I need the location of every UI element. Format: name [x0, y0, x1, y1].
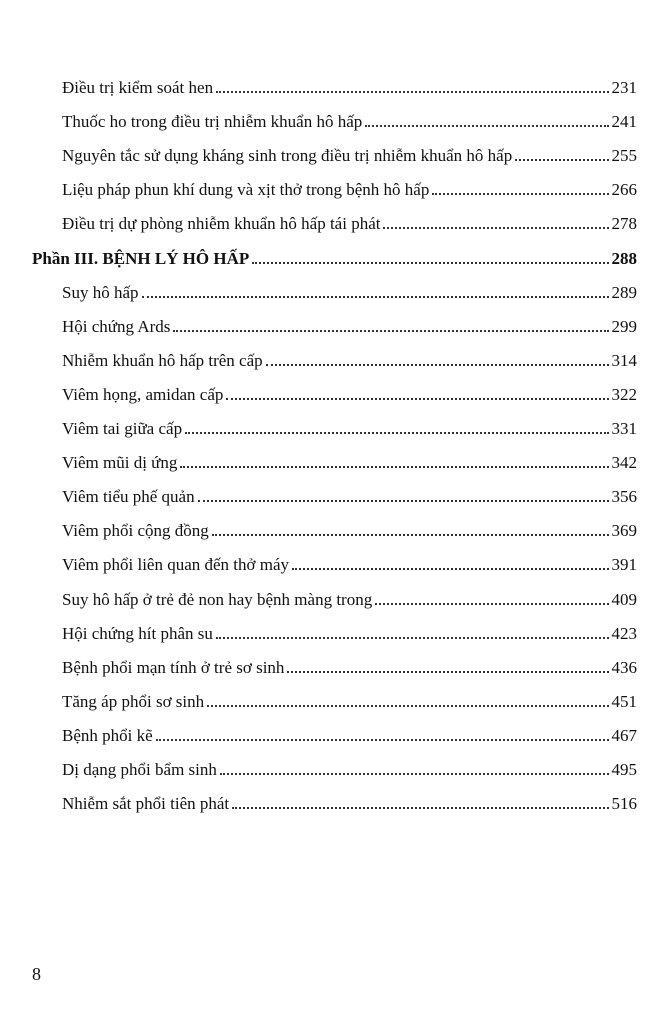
toc-entry-page: 231 [611, 78, 637, 97]
toc-entry-title: Suy hô hấp [62, 282, 139, 302]
toc-entry-page: 299 [611, 316, 637, 336]
toc-entry-title: Nhiễm khuẩn hô hấp trên cấp [62, 350, 263, 370]
toc-entry [62, 409, 637, 439]
dot-leader [252, 262, 608, 264]
toc-entry-page: 467 [611, 725, 637, 745]
toc-entry-page: 391 [611, 555, 637, 575]
dot-leader [156, 739, 609, 741]
toc-entry [62, 750, 637, 780]
toc-entry-title: Viêm họng, amidan cấp [62, 384, 224, 404]
toc-section-heading [32, 239, 637, 269]
toc-entry-page: 495 [611, 760, 637, 779]
toc-entry-title: Liệu pháp phun khí dung và xịt thở trong bệnh hô hấp [62, 180, 430, 200]
toc-entry-title: Dị dạng phổi bẩm sinh [62, 760, 217, 779]
toc-entry-page: 423 [611, 623, 637, 643]
dot-leader [375, 603, 608, 605]
toc-entry [62, 443, 637, 473]
toc-entry [62, 375, 637, 405]
toc-entry [62, 170, 637, 200]
toc-entry-page: 255 [611, 146, 637, 166]
dot-leader [287, 671, 608, 673]
toc-entry-page: 241 [611, 112, 637, 132]
dot-leader [432, 193, 608, 195]
dot-leader [173, 330, 608, 332]
dot-leader [515, 159, 608, 161]
toc-entry-title: Thuốc ho trong điều trị nhiễm khuẩn hô hấp [62, 112, 363, 132]
dot-leader [216, 637, 609, 639]
dot-leader [226, 398, 608, 400]
toc-entry-title: Viêm phổi liên quan đến thở máy [62, 555, 290, 575]
toc-entry [62, 307, 637, 337]
dot-leader [216, 91, 608, 93]
toc-entry [62, 784, 637, 814]
toc-entry-title: Hội chứng hít phân su [62, 623, 213, 643]
toc-entry-page: 516 [611, 794, 637, 814]
dot-leader [142, 296, 609, 298]
toc-entry [62, 716, 637, 746]
toc-entry-page: 266 [611, 180, 637, 200]
dot-leader [180, 466, 608, 468]
toc-entry-title: Phần III. BỆNH LÝ HÔ HẤP [32, 248, 250, 268]
toc-entry-title: Viêm phổi cộng đồng [62, 521, 209, 541]
toc-entry [62, 511, 637, 541]
toc-entry-title: Bệnh phổi mạn tính ở trẻ sơ sinh [62, 657, 285, 677]
toc-entry [62, 341, 637, 371]
toc-entry-title: Viêm tiểu phế quản [62, 487, 195, 507]
toc-entry-page: 451 [611, 691, 637, 711]
toc-entry [62, 273, 637, 303]
toc-entry-title: Bệnh phổi kẽ [62, 725, 153, 745]
toc-entry-title: Điều trị kiểm soát hen [62, 78, 214, 97]
toc-entry [62, 580, 637, 610]
dot-leader [198, 500, 609, 502]
toc-entry-title: Điều trị dự phòng nhiễm khuẩn hô hấp tái phát [62, 214, 381, 234]
toc-entry [62, 648, 637, 678]
toc-entry-page: 409 [611, 589, 637, 609]
toc-entry-title: Tăng áp phổi sơ sinh [62, 691, 205, 711]
toc-entry [62, 682, 637, 712]
toc-entry-title: Viêm mũi dị ứng [62, 453, 178, 473]
toc-entry [62, 136, 637, 166]
toc-entry-page: 322 [611, 384, 637, 404]
dot-leader [266, 364, 609, 366]
dot-leader [220, 773, 609, 775]
toc-entry [62, 477, 637, 507]
dot-leader [365, 125, 608, 127]
toc-entry-page: 342 [611, 453, 637, 473]
toc-entry-page: 331 [611, 419, 637, 438]
toc-entry-title: Nguyên tắc sử dụng kháng sinh trong điều trị nhiễm khuẩn hô hấp [62, 146, 513, 166]
page-number: 8 [32, 964, 41, 984]
toc-entry-page: 356 [611, 487, 637, 507]
toc-entry-page: 436 [611, 657, 637, 677]
toc-entry-page: 288 [611, 248, 637, 268]
dot-leader [207, 705, 608, 707]
toc-entry-title: Nhiễm sắt phổi tiên phát [62, 794, 230, 814]
toc-entry-page: 314 [611, 350, 637, 370]
dot-leader [292, 568, 608, 570]
toc-entry-page: 289 [611, 282, 637, 302]
toc-entry [62, 204, 637, 234]
toc-entry [62, 68, 637, 98]
toc-entry-page: 369 [611, 521, 637, 541]
toc-entry-title: Viêm tai giữa cấp [62, 419, 183, 438]
toc-entry [62, 614, 637, 644]
dot-leader [212, 534, 609, 536]
toc-entry-page: 278 [611, 214, 637, 234]
toc-entry [62, 102, 637, 132]
toc-entry [62, 545, 637, 575]
dot-leader [232, 807, 608, 809]
dot-leader [185, 432, 608, 434]
toc-entry-title: Hội chứng Ards [62, 316, 171, 336]
dot-leader [383, 227, 608, 229]
toc-entry-title: Suy hô hấp ở trẻ đẻ non hay bệnh màng trong [62, 589, 373, 609]
